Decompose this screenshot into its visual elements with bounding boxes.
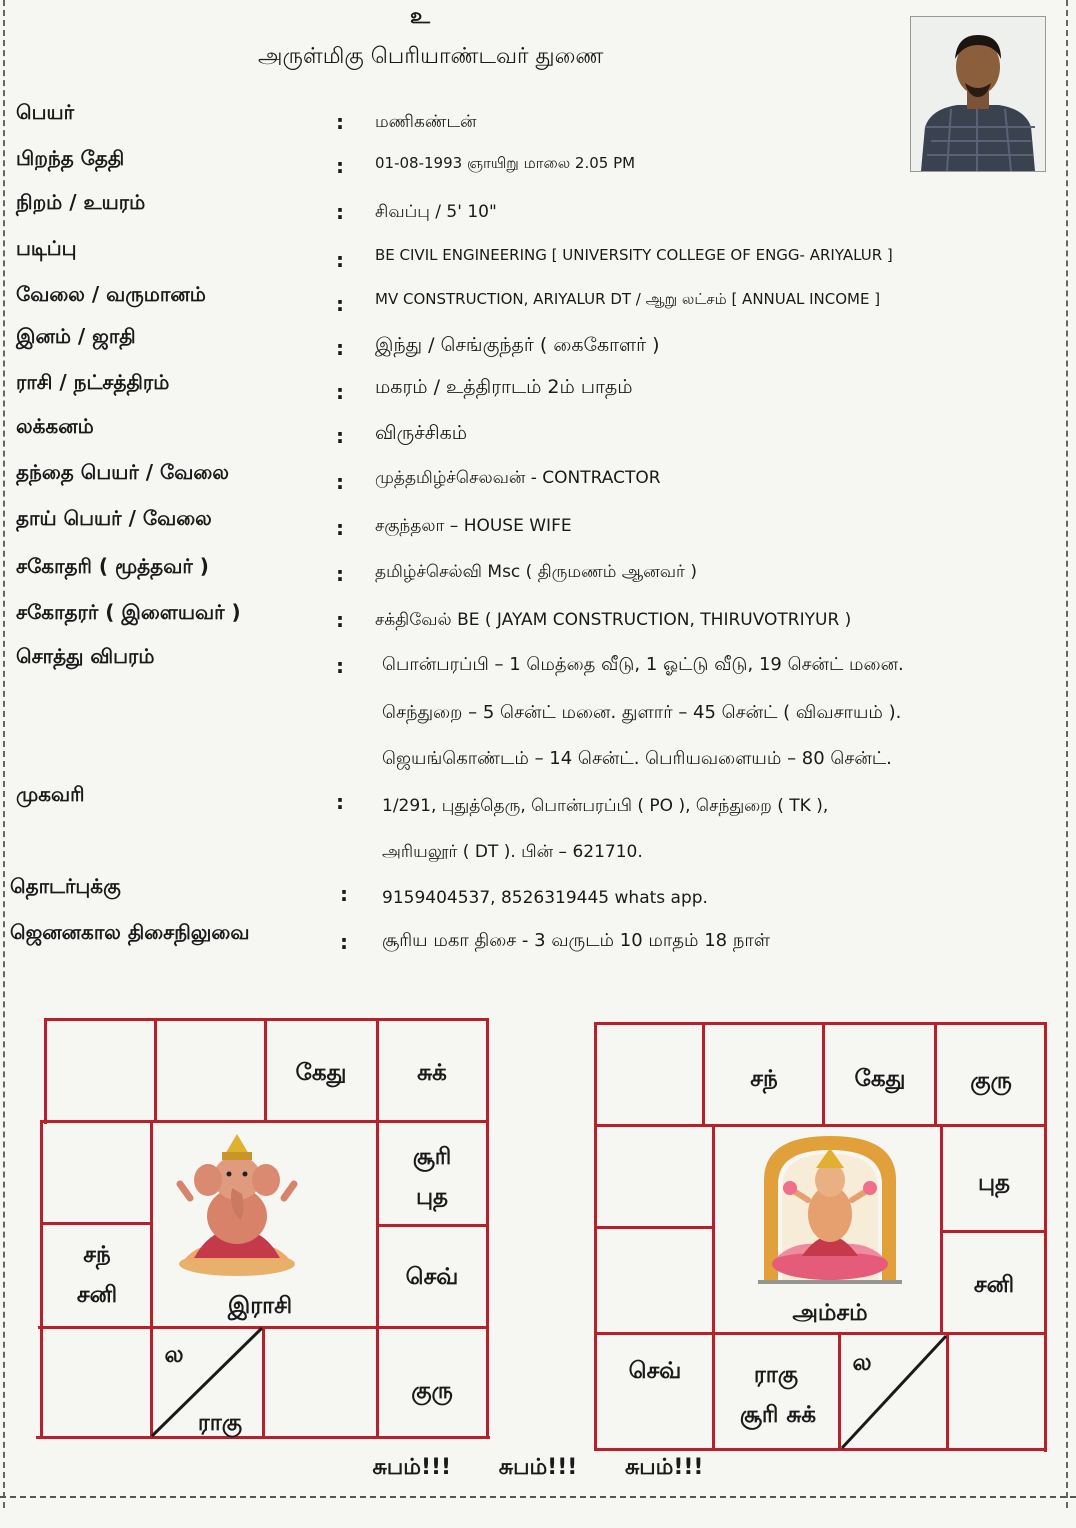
complexion-height-value: சிவப்பு / 5' 10" bbox=[375, 202, 497, 222]
colon: : bbox=[336, 248, 344, 272]
chart-line bbox=[940, 1124, 943, 1334]
mother-value: சகுந்தலா – HOUSE WIFE bbox=[375, 516, 572, 536]
colon: : bbox=[336, 200, 344, 224]
rasi-star-value: மகரம் / உத்திராடம் 2ம் பாதம் bbox=[375, 376, 633, 398]
detail-row-complexion-height bbox=[0, 190, 1076, 230]
chart-line bbox=[822, 1022, 825, 1126]
colon: : bbox=[340, 930, 348, 954]
chart-line bbox=[702, 1022, 705, 1126]
detail-row-contact bbox=[0, 874, 1076, 914]
colon: : bbox=[336, 562, 344, 586]
chart-line bbox=[594, 1022, 1046, 1025]
chart-line bbox=[376, 1326, 379, 1438]
colon: : bbox=[336, 424, 344, 448]
detail-row-elder-sister bbox=[0, 554, 1076, 594]
contact-value: 9159404537, 8526319445 whats app. bbox=[382, 888, 708, 908]
colon: : bbox=[336, 336, 344, 360]
chart-line bbox=[376, 1018, 379, 1328]
lagnam-label: லக்கனம் bbox=[16, 414, 94, 438]
amsam-chandran: சந் bbox=[750, 1066, 778, 1092]
detail-row-name bbox=[0, 100, 1076, 140]
detail-row-lagnam bbox=[0, 414, 1076, 454]
page-heading: அருள்மிகு பெரியாண்டவர் துணை bbox=[258, 44, 604, 69]
elder-sister-value: தமிழ்ச்செல்வி Msc ( திருமணம் ஆனவர் ) bbox=[375, 562, 697, 582]
detail-row-dob bbox=[0, 146, 1076, 186]
dasa-balance-value: சூரிய மகா திசை - 3 வருடம் 10 மாதம் 18 நாள் bbox=[382, 930, 771, 951]
education-value: BE CIVIL ENGINEERING [ UNIVERSITY COLLEGE OF ENGG- ARIYALUR ] bbox=[375, 246, 893, 264]
chart-line bbox=[940, 1230, 1046, 1233]
pillaiyar-suzhi-mark: உ bbox=[410, 4, 430, 29]
chart-line bbox=[594, 1332, 1046, 1335]
detail-row-property bbox=[0, 644, 1076, 684]
amsam-lagnam: ல bbox=[852, 1350, 872, 1376]
chart-line bbox=[594, 1226, 712, 1229]
chart-line bbox=[934, 1022, 937, 1126]
chart-line bbox=[1044, 1022, 1047, 1452]
dob-value: 01-08-1993 ஞாயிறு மாலை 2.05 PM bbox=[375, 154, 636, 172]
colon: : bbox=[336, 380, 344, 404]
amsam-ketu: கேது bbox=[854, 1066, 906, 1092]
job-income-value: MV CONSTRUCTION, ARIYALUR DT / ஆறு லட்சம் [ ANNUAL INCOME ] bbox=[375, 290, 881, 308]
address-line-1: 1/291, புதுத்தெரு, பொன்பரப்பி ( PO ), செந்துறை ( TK ), bbox=[382, 796, 829, 816]
detail-row-religion-caste bbox=[0, 324, 1076, 364]
footer-subam-3: சுபம்!!! bbox=[624, 1455, 704, 1480]
colon: : bbox=[336, 790, 344, 814]
chart-line bbox=[154, 1018, 157, 1122]
amsam-caption: அம்சம் bbox=[792, 1300, 868, 1326]
chart-line bbox=[44, 1018, 47, 1124]
chart-line bbox=[40, 1222, 152, 1225]
chart-line bbox=[486, 1018, 489, 1438]
colon: : bbox=[336, 654, 344, 678]
amsam-sani: சனி bbox=[973, 1272, 1015, 1298]
father-label: தந்தை பெயர் / வேலை bbox=[16, 460, 229, 484]
chart-line bbox=[594, 1022, 597, 1450]
property-line-1: பொன்பரப்பி – 1 மெத்தை வீடு, 1 ஓட்டு வீடு, 19 சென்ட் மனை. bbox=[382, 654, 904, 675]
amsam-raghu: ராகு bbox=[753, 1362, 799, 1388]
mother-label: தாய் பெயர் / வேலை bbox=[16, 506, 212, 530]
rasi-sevvai: செவ் bbox=[405, 1264, 459, 1290]
rasi-star-label: ராசி / நட்சத்திரம் bbox=[16, 370, 170, 394]
colon: : bbox=[336, 292, 344, 316]
contact-label: தொடர்புக்கு bbox=[10, 874, 121, 898]
father-value: முத்தமிழ்ச்செலவன் - CONTRACTOR bbox=[375, 468, 661, 488]
colon: : bbox=[336, 470, 344, 494]
elder-sister-label: சகோதரி ( மூத்தவர் ) bbox=[16, 554, 209, 578]
rasi-sani: சனி bbox=[76, 1282, 118, 1308]
rasi-caption: இராசி bbox=[227, 1293, 293, 1319]
address-label: முகவரி bbox=[16, 782, 85, 806]
name-value: மணிகண்டன் bbox=[375, 112, 477, 132]
colon: : bbox=[336, 608, 344, 632]
colon: : bbox=[336, 110, 344, 134]
religion-caste-label: இனம் / ஜாதி bbox=[16, 324, 136, 348]
ganesha-image bbox=[172, 1128, 302, 1278]
amsam-budhan: புத bbox=[977, 1170, 1011, 1196]
dob-label: பிறந்த தேதி bbox=[16, 146, 125, 170]
detail-row-father bbox=[0, 460, 1076, 500]
detail-row-job-income bbox=[0, 282, 1076, 322]
footer-subam-1: சுபம்!!! bbox=[372, 1455, 452, 1480]
colon: : bbox=[336, 516, 344, 540]
complexion-height-label: நிறம் / உயரம் bbox=[16, 190, 146, 214]
younger-brother-label: சகோதரர் ( இளையவர் ) bbox=[16, 600, 241, 624]
job-income-label: வேலை / வருமானம் bbox=[16, 282, 206, 306]
detail-row-address bbox=[0, 782, 1076, 822]
religion-caste-value: இந்து / செங்குந்தர் ( கைகோளர் ) bbox=[375, 334, 660, 356]
address-line-2: அரியலூர் ( DT ). பின் – 621710. bbox=[382, 842, 643, 862]
property-label: சொத்து விபரம் bbox=[16, 644, 155, 668]
chart-line bbox=[40, 1120, 43, 1438]
detail-row-education bbox=[0, 236, 1076, 276]
footer-blessings bbox=[0, 1455, 1076, 1483]
rasi-guru: குரு bbox=[411, 1378, 453, 1404]
property-line-3: ஜெயங்கொண்டம் – 14 சென்ட். பெரியவளையம் – 80 சென்ட். bbox=[382, 748, 892, 769]
detail-row-rasi-star bbox=[0, 370, 1076, 410]
detail-row-dasa-balance bbox=[0, 920, 1076, 960]
rasi-budhan: புத bbox=[415, 1184, 449, 1210]
name-label: பெயர் bbox=[16, 100, 75, 124]
property-line-2: செந்துறை – 5 சென்ட் மனை. துளார் – 45 சென்ட் ( விவசாயம் ). bbox=[382, 702, 902, 723]
chart-line bbox=[264, 1018, 267, 1122]
lakshmi-image bbox=[756, 1130, 904, 1290]
chart-line bbox=[712, 1124, 715, 1450]
amsam-sevvai: செவ் bbox=[628, 1358, 682, 1384]
amsam-guru: குரு bbox=[970, 1068, 1012, 1094]
detail-row-mother bbox=[0, 506, 1076, 546]
detail-row-younger-brother bbox=[0, 600, 1076, 640]
amsam-suriyan-sukran: சூரி சுக் bbox=[739, 1402, 817, 1428]
footer-subam-2: சுபம்!!! bbox=[498, 1455, 578, 1480]
rasi-ketu: கேது bbox=[295, 1060, 347, 1086]
rasi-sukran: சுக் bbox=[417, 1060, 447, 1086]
education-label: படிப்பு bbox=[16, 236, 77, 260]
chart-line bbox=[594, 1124, 1046, 1127]
lagnam-value: விருச்சிகம் bbox=[375, 422, 468, 444]
chart-line bbox=[376, 1224, 488, 1227]
rasi-raghu: ராகு bbox=[197, 1410, 243, 1436]
rasi-chandran: சந் bbox=[83, 1242, 111, 1268]
dasa-balance-label: ஜெனனகால திசைநிலுவை bbox=[10, 920, 250, 944]
rasi-lagnam: ல bbox=[164, 1342, 184, 1368]
chart-line bbox=[594, 1448, 1046, 1451]
colon: : bbox=[340, 882, 348, 906]
younger-brother-value: சக்திவேல் BE ( JAYAM CONSTRUCTION, THIRUVOTRIYUR ) bbox=[375, 610, 852, 630]
bottom-border bbox=[0, 1496, 1076, 1498]
rasi-suriyan: சூரி bbox=[412, 1144, 452, 1170]
colon: : bbox=[336, 154, 344, 178]
